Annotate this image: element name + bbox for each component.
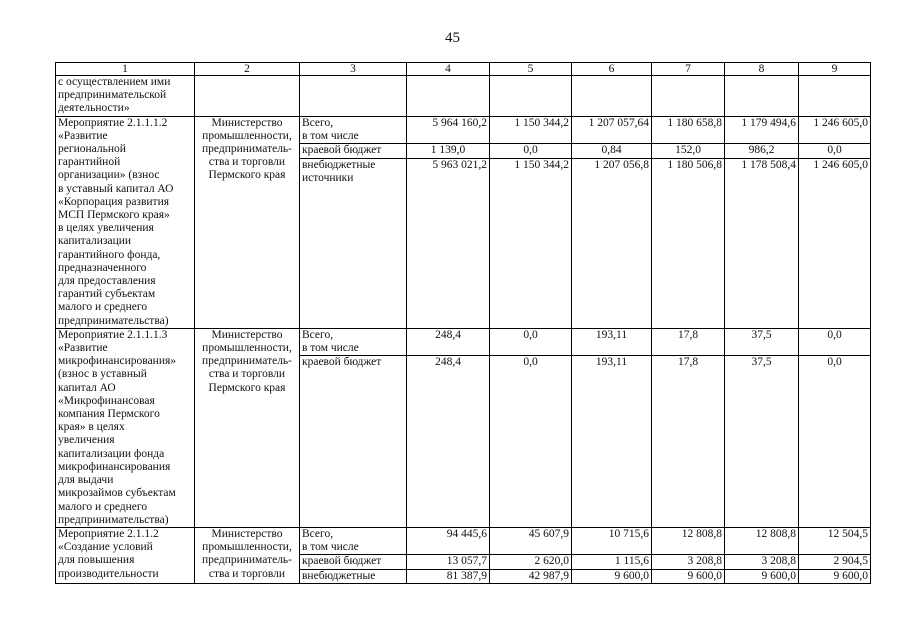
executor-line: ства и торговли [208,368,286,381]
value-cell: 3 208,8 [725,555,799,569]
value-cell: 1 139,0 [407,144,490,158]
value-cell: 0,0 [490,356,572,528]
activity-name-line: региональной [58,143,126,156]
value-cell: 0,0 [490,328,572,355]
funding-source-line: Всего, [302,328,334,341]
page-number: 45 [445,30,460,46]
column-header: 2 [195,63,300,76]
activity-name-cell [56,116,195,328]
activity-name-line: капитал АО [58,381,116,394]
activity-name-line: деятельности» [58,102,130,115]
activity-name-line: малого и среднего [58,301,148,314]
value-cell: 12 808,8 [652,527,725,554]
executor-line: Министерство [211,116,283,129]
value-cell: 37,5 [725,356,799,528]
header-row [56,63,871,76]
empty-cell [407,76,490,117]
value-cell: 248,4 [407,356,490,528]
value-cell: 12 504,5 [799,527,871,554]
activity-name-line: гарантий субъектам [58,288,156,301]
activity-name-line: (взнос в уставный [58,368,147,381]
funding-source-line: в том числе [302,129,359,142]
value-cell: 42 987,9 [490,569,572,583]
activity-name-line: предпринимательской [58,89,167,102]
activity-name-line: Мероприятие 2.1.1.2 [58,527,159,540]
executor-line: предприниматель- [201,355,293,368]
activity-name-line: малого и среднего [58,500,148,513]
activity-name-line: микрофинансирования [58,460,171,473]
executor-line: ства и торговли [208,156,286,169]
value-cell: 1 178 508,4 [725,158,799,328]
column-header: 5 [490,63,572,76]
funding-source-line: краевой бюджет [302,144,382,157]
value-cell: 1 246 605,0 [799,116,871,144]
funding-source-line: источники [302,171,354,184]
executor-line: ства и торговли [208,567,286,580]
funding-source-line: внебюджетные [302,569,376,582]
value-cell: 0,0 [799,356,871,528]
activity-name-line: «Создание условий [58,541,153,554]
activity-name-line: капитализации фонда [58,447,165,460]
executor-line: промышленности, [202,342,292,355]
value-cell: 9 600,0 [799,569,871,583]
executor-line: Пермского края [208,169,286,182]
executor-line: Пермского края [208,381,286,394]
activity-name-line: в целях увеличения [58,222,154,235]
activity-name-cell [56,527,195,583]
value-cell: 10 715,6 [572,527,652,554]
funding-source-cell [300,356,407,528]
value-cell: 81 387,9 [407,569,490,583]
executor-cell [195,527,300,583]
value-cell: 986,2 [725,144,799,158]
value-cell: 13 057,7 [407,555,490,569]
table-row [56,76,871,117]
activity-name-line: увеличения [58,434,115,447]
executor-line: Министерство [211,328,283,341]
value-cell: 0,0 [799,144,871,158]
activity-name-line: в уставный капитал АО [58,182,174,195]
activity-name-line: «Развитие [58,129,108,142]
value-cell: 9 600,0 [572,569,652,583]
value-cell: 94 445,6 [407,527,490,554]
executor-line: промышленности, [202,129,292,142]
funding-source-line: краевой бюджет [302,356,382,369]
activity-name-line: компания Пермского [58,408,160,421]
value-cell: 9 600,0 [652,569,725,583]
column-header: 3 [300,63,407,76]
table-row [56,328,871,355]
activity-name-line: «Развитие [58,342,108,355]
value-cell: 1 180 506,8 [652,158,725,328]
empty-cell [490,76,572,117]
activity-name-line: микрозаймов субъектам [58,487,176,500]
value-cell: 1 115,6 [572,555,652,569]
value-cell: 248,4 [407,328,490,355]
value-cell: 1 179 494,6 [725,116,799,144]
funding-source-line: в том числе [302,541,359,554]
activity-name-line: с осуществлением ими [58,76,171,88]
value-cell: 1 246 605,0 [799,158,871,328]
executor-cell [195,116,300,328]
value-cell: 0,0 [490,144,572,158]
activity-name-line: Мероприятие 2.1.1.1.2 [58,116,168,129]
executor-line: Министерство [211,527,283,540]
budget-table [55,62,871,584]
value-cell: 152,0 [652,144,725,158]
value-cell: 193,11 [572,328,652,355]
funding-source-cell [300,144,407,158]
funding-source-line: краевой бюджет [302,555,382,568]
value-cell: 0,84 [572,144,652,158]
funding-source-line: Всего, [302,527,334,540]
value-cell: 1 150 344,2 [490,116,572,144]
value-cell: 2 620,0 [490,555,572,569]
value-cell: 1 180 658,8 [652,116,725,144]
funding-source-cell [300,555,407,569]
funding-source-cell [300,158,407,328]
activity-name-line: гарантийной [58,156,121,169]
value-cell: 1 207 056,8 [572,158,652,328]
empty-cell [300,76,407,117]
executor-cell [195,328,300,527]
funding-source-cell [300,527,407,554]
activity-name-line: «Корпорация развития [58,195,170,208]
value-cell: 3 208,8 [652,555,725,569]
value-cell: 2 904,5 [799,555,871,569]
value-cell: 0,0 [799,328,871,355]
funding-source-cell [300,328,407,355]
column-header: 4 [407,63,490,76]
activity-name-line: гарантийного фонда, [58,248,161,261]
activity-name-line: Мероприятие 2.1.1.1.3 [58,328,168,341]
value-cell: 1 150 344,2 [490,158,572,328]
activity-name-line: предназначенного [58,261,147,274]
column-header: 7 [652,63,725,76]
activity-name-line: микрофинансирования» [58,355,177,368]
value-cell: 1 207 057,64 [572,116,652,144]
activity-name-line: для предоставления [58,275,156,288]
value-cell: 12 808,8 [725,527,799,554]
activity-name-cell [56,328,195,527]
activity-name-line: предпринимательства) [58,513,169,526]
value-cell: 5 964 160,2 [407,116,490,144]
activity-name-line: края» в целях [58,421,125,434]
empty-cell [725,76,799,117]
funding-source-line: Всего, [302,116,334,129]
value-cell: 17,8 [652,356,725,528]
activity-name-line: производительности [58,567,159,580]
table-row [56,116,871,144]
activity-name-line: МСП Пермского края» [58,209,170,222]
column-header: 9 [799,63,871,76]
empty-cell [799,76,871,117]
executor-line: промышленности, [202,541,292,554]
value-cell: 193,11 [572,356,652,528]
empty-cell [195,76,300,117]
funding-source-line: в том числе [302,342,359,355]
value-cell: 9 600,0 [725,569,799,583]
value-cell: 45 607,9 [490,527,572,554]
activity-name-line: «Микрофинансовая [58,394,155,407]
value-cell: 5 963 021,2 [407,158,490,328]
empty-cell [652,76,725,117]
empty-cell [572,76,652,117]
activity-name-line: капитализации [58,235,132,248]
activity-name-line: для выдачи [58,474,114,487]
table-row [56,527,871,554]
value-cell: 37,5 [725,328,799,355]
funding-source-cell [300,116,407,144]
activity-name-line: организации» (взнос [58,169,160,182]
value-cell: 17,8 [652,328,725,355]
executor-line: предприниматель- [201,143,293,156]
column-header: 1 [56,63,195,76]
activity-name-line: для повышения [58,554,135,567]
activity-name-line: предпринимательства) [58,314,169,327]
column-header: 8 [725,63,799,76]
funding-source-line: внебюджетные [302,158,376,171]
funding-source-cell [300,569,407,583]
activity-name-cell [56,76,195,117]
column-header: 6 [572,63,652,76]
executor-line: предприниматель- [201,554,293,567]
